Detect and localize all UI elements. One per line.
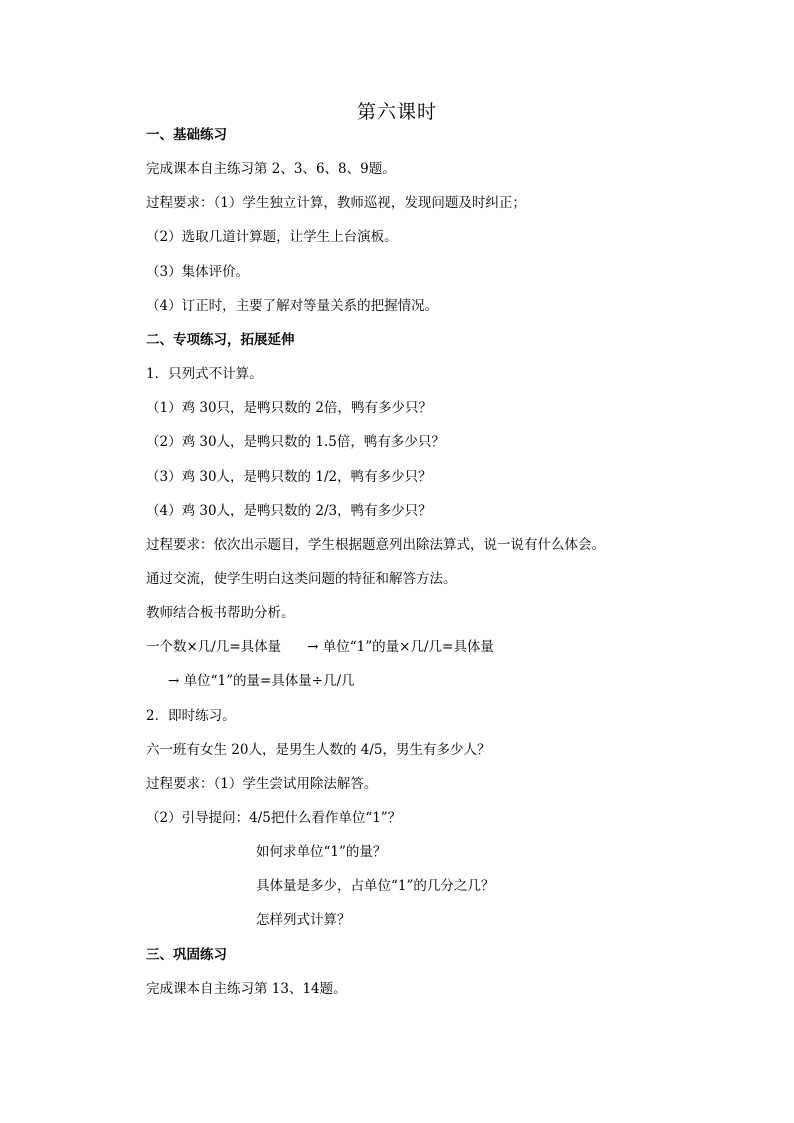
question: （1）鸡 30只，是鸭只数的 2倍，鸭有多少只？ xyxy=(146,400,432,416)
paragraph: （2）引导提问：4/5把什么看作单位“1”？ xyxy=(146,810,402,826)
guiding-question: 如何求单位“1”的量？ xyxy=(256,844,387,860)
formula-line: → 单位“1”的量=具体量÷几/几 xyxy=(168,673,355,689)
paragraph: 过程要求：（1）学生尝试用除法解答。 xyxy=(146,776,378,792)
paragraph: 过程要求：（1）学生独立计算，教师巡视，发现问题及时纠正； xyxy=(146,195,526,211)
question: （3）鸡 30人，是鸭只数的 1/2，鸭有多少只？ xyxy=(146,469,432,485)
paragraph: 完成课本自主练习第 2、3、6、8、9题。 xyxy=(146,161,396,177)
guiding-question: 具体量是多少，占单位“1”的几分之几？ xyxy=(256,878,495,894)
problem-text: 六一班有女生 20人，是男生人数的 4/5，男生有多少人？ xyxy=(146,742,491,758)
section-heading-special: 二、专项练习，拓展延伸 xyxy=(146,332,295,348)
guiding-question: 怎样列式计算？ xyxy=(256,912,351,928)
paragraph: 通过交流，使学生明白这类问题的特征和解答方法。 xyxy=(146,571,457,587)
exercise-title: 2．即时练习。 xyxy=(146,708,236,724)
question: （2）鸡 30人，是鸭只数的 1.5倍，鸭有多少只？ xyxy=(146,434,445,450)
formula-left: 一个数×几/几=具体量 xyxy=(146,639,282,655)
paragraph: （2）选取几道计算题，让学生上台演板。 xyxy=(146,229,398,245)
exercise-title: 1．只列式不计算。 xyxy=(146,366,263,382)
section-heading-consolidate: 三、巩固练习 xyxy=(146,947,227,963)
paragraph: （4）订正时，主要了解对等量关系的把握情况。 xyxy=(146,298,439,314)
paragraph: （3）集体评价。 xyxy=(146,264,250,280)
formula-line xyxy=(146,638,494,656)
section-heading-basic: 一、基础练习 xyxy=(146,127,227,143)
page-title: 第六课时 xyxy=(356,101,437,123)
question: （4）鸡 30人，是鸭只数的 2/3，鸭有多少只？ xyxy=(146,503,432,519)
paragraph: 过程要求：依次出示题目，学生根据题意列出除法算式，说一说有什么体会。 xyxy=(146,537,605,553)
formula-right: → 单位“1”的量×几/几=具体量 xyxy=(307,639,494,655)
paragraph: 完成课本自主练习第 13、14题。 xyxy=(146,981,347,997)
paragraph: 教师结合板书帮助分析。 xyxy=(146,605,295,621)
